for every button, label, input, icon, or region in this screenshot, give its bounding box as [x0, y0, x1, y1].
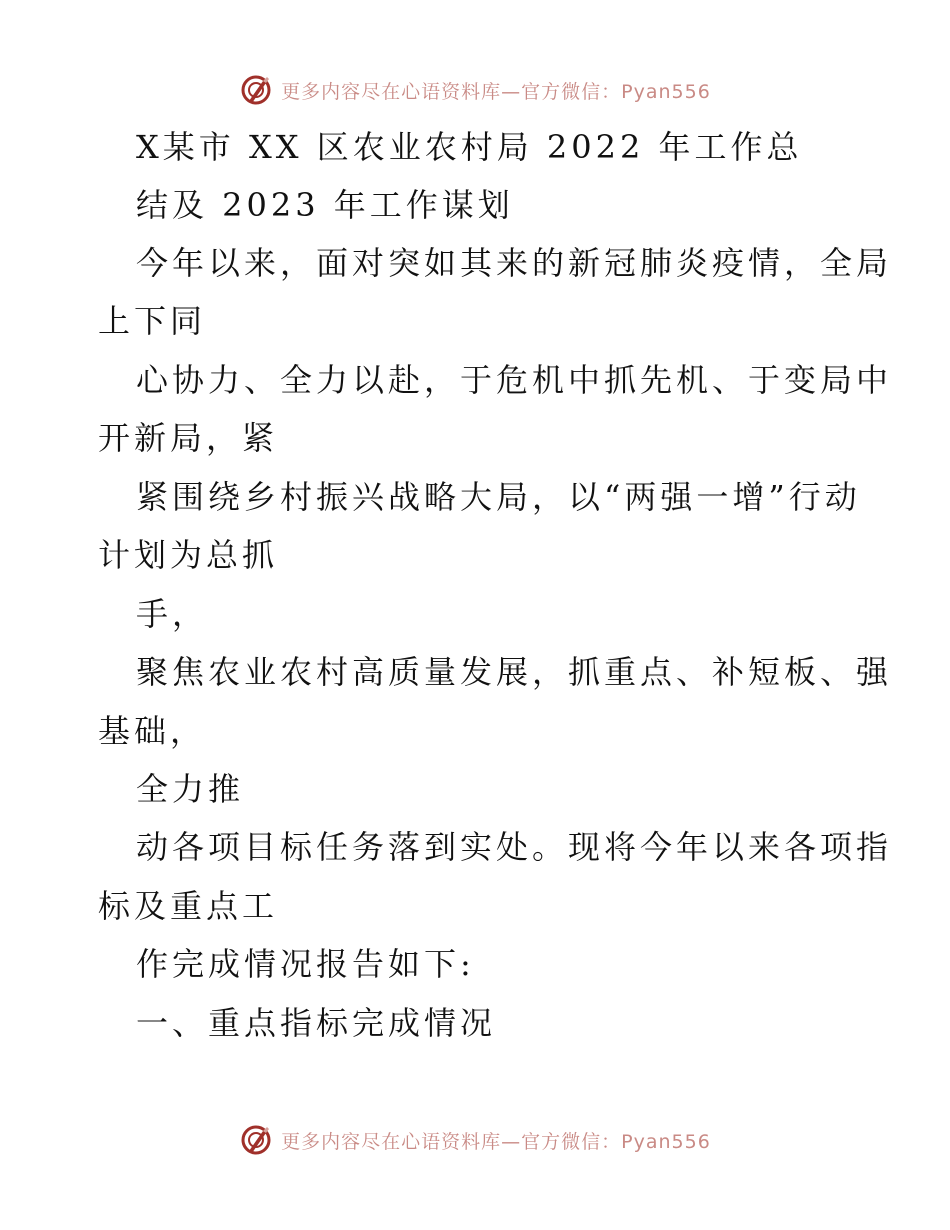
paragraph-line: 计划为总抓	[98, 536, 279, 574]
document-title-line-1: X某市 XX 区农业农村局 2022 年工作总	[136, 128, 803, 166]
watermark-footer	[0, 1120, 950, 1160]
paragraph-line: 全力推	[136, 770, 245, 808]
watermark-text: 更多内容尽在心语资料库—官方微信：Pyan556	[281, 80, 711, 103]
paragraph-line: 聚焦农业农村高质量发展，抓重点、补短板、强	[136, 653, 893, 691]
pen-circle-icon	[239, 1123, 273, 1157]
paragraph-line: 今年以来，面对突如其来的新冠肺炎疫情，全局	[136, 244, 893, 282]
paragraph-line: 作完成情况报告如下:	[136, 945, 475, 983]
paragraph-line: 心协力、全力以赴，于危机中抓先机、于变局中	[136, 361, 893, 399]
section-heading: 一、重点指标完成情况	[136, 1004, 497, 1042]
paragraph-line: 手，	[136, 595, 209, 633]
paragraph-line: 上下同	[98, 302, 207, 340]
paragraph-line: 开新局，紧	[98, 419, 279, 457]
document-title-line-2: 结及 2023 年工作谋划	[136, 186, 514, 224]
paragraph-line: 基础，	[98, 712, 207, 750]
watermark-text: 更多内容尽在心语资料库—官方微信：Pyan556	[281, 1130, 711, 1153]
paragraph-line: 紧围绕乡村振兴战略大局，以“两强一增”行动	[136, 478, 861, 516]
paragraph-line: 动各项目标任务落到实处。现将今年以来各项指	[136, 828, 893, 866]
paragraph-line: 标及重点工	[98, 887, 279, 925]
